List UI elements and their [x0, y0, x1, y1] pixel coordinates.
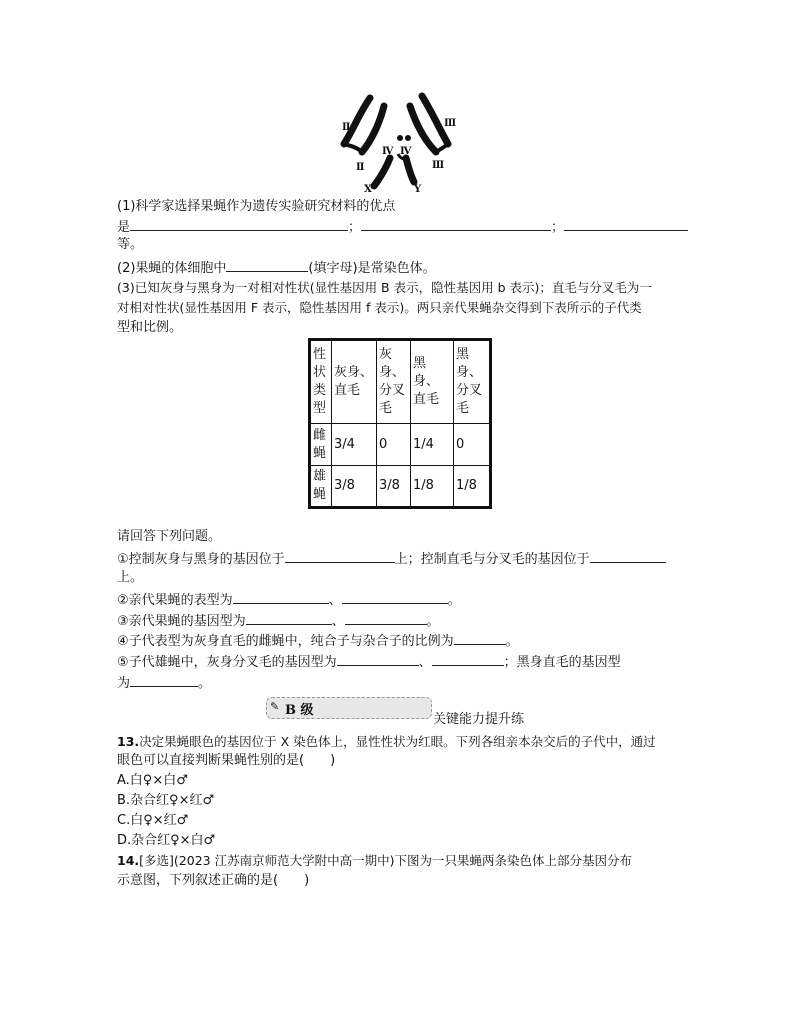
s5-after: ；黑身直毛的基因型 [503, 655, 621, 670]
option-b-text: B.杂合红♀×红♂ [117, 793, 215, 808]
q3-text-2: 对相对性状(显性基因用 F 表示，隐性基因用 f 表示)。两只亲代果蝇杂交得到下表所示的子代类 [117, 300, 642, 315]
label-ii-left: Ⅱ [342, 122, 351, 133]
table-cell: 1/8 [454, 466, 491, 508]
table-cell: 1/4 [411, 424, 454, 466]
table-cell: 3/4 [332, 424, 377, 466]
option-a-text: A.白♀×白♂ [117, 773, 188, 788]
q1-line3 [117, 236, 143, 254]
q13-stem-1: 决定果蝇眼色的基因位于 X 染色体上，显性性状为红眼。下列各组亲本杂交后的子代中，通过 [139, 734, 656, 749]
trait-table [308, 338, 492, 509]
q1-sep1: ； [348, 220, 362, 235]
q13-option-d[interactable] [117, 832, 215, 850]
s2-text: ②亲代果蝇的表型为 [117, 593, 233, 608]
option-c-text: C.白♀×红♂ [117, 813, 189, 828]
s2-blank-2[interactable] [342, 590, 448, 604]
s5-blank-2[interactable] [432, 652, 504, 666]
s1-mid: 上；控制直毛与分叉毛的基因位于 [394, 552, 590, 567]
q14-line2 [117, 872, 309, 890]
table-row-label: 雄蝇 [310, 466, 332, 508]
pencil-icon: ✎ [270, 700, 280, 713]
s1-blank-2[interactable] [590, 549, 666, 563]
table-header-cell: 性状类型 [310, 340, 332, 424]
chromosome-drawing [336, 92, 466, 196]
q2-before: (2)果蝇的体细胞中 [117, 261, 227, 276]
q1-sep2: ； [551, 220, 565, 235]
s5-blank-1[interactable] [337, 652, 419, 666]
s3-text: ③亲代果蝇的基因型为 [117, 614, 246, 629]
table-cell: 0 [454, 424, 491, 466]
label-x: X [364, 184, 372, 195]
s4-blank[interactable] [454, 631, 506, 645]
q1-prefix: 是 [117, 220, 131, 235]
option-d-text: D.杂合红♀×白♂ [117, 833, 216, 848]
subq-5-line2 [117, 673, 211, 693]
q3-line2 [117, 299, 642, 317]
s3-sep: 、 [331, 614, 345, 629]
s5-text: ⑤子代雄蝇中，灰身分叉毛的基因型为 [117, 655, 337, 670]
label-y: Y [414, 184, 422, 195]
q1-blank-3[interactable] [564, 217, 688, 231]
q14-number: 14. [117, 853, 140, 868]
table-row-label: 雌蝇 [310, 424, 332, 466]
section-level-box [266, 697, 432, 719]
s2-blank-1[interactable] [233, 590, 329, 604]
q3-line1 [117, 279, 652, 297]
s5-end: 。 [198, 676, 212, 691]
chromosome-figure [336, 92, 466, 196]
q1-suffix: 等。 [117, 237, 144, 252]
table-header-cell: 灰身、直毛 [332, 340, 377, 424]
s1-before: ①控制灰身与黑身的基因位于 [117, 552, 285, 567]
q13-line1 [117, 733, 656, 751]
table-header-row [310, 340, 491, 424]
q2-after: (填字母)是常染色体。 [308, 261, 436, 276]
q1-line2 [117, 217, 688, 237]
table-header-cell: 黑身、分叉毛 [454, 340, 491, 424]
s4-text: ④子代表型为灰身直毛的雌蝇中，纯合子与杂合子的比例为 [117, 634, 454, 649]
s1-end: 上。 [117, 570, 144, 585]
q2-line [117, 258, 436, 278]
q13-option-a[interactable] [117, 772, 188, 790]
q1-blank-2[interactable] [361, 217, 551, 231]
instructions-text: 请回答下列问题。 [117, 529, 222, 544]
table-row [310, 466, 491, 508]
s1-blank-1[interactable] [285, 549, 395, 563]
q3-line3 [117, 319, 182, 337]
q1-text: (1)科学家选择果蝇作为遗传实验研究材料的优点 [117, 199, 396, 214]
q14-stem-1: [多选](2023 江苏南京师范大学附中高一期中)下图为一只果蝇两条染色体上部分基因分布 [139, 853, 632, 868]
q13-option-b[interactable] [117, 792, 214, 810]
q13-option-c[interactable] [117, 812, 188, 830]
q2-blank[interactable] [226, 258, 308, 272]
table-cell: 3/8 [332, 466, 377, 508]
s5-sep: 、 [418, 655, 432, 670]
q1-blank-1[interactable] [130, 217, 348, 231]
table-header-cell: 灰身、分叉毛 [377, 340, 411, 424]
s2-sep: 、 [328, 593, 342, 608]
section-level: B 级 [285, 703, 314, 718]
label-iv-right: Ⅳ [400, 146, 412, 157]
s3-blank-1[interactable] [246, 611, 332, 625]
q13-line2 [117, 752, 335, 770]
table-cell: 3/8 [377, 466, 411, 508]
s3-end: 。 [426, 614, 440, 629]
q13-stem-2: 眼色可以直接判断果蝇性别的是( ) [117, 753, 336, 768]
table-cell: 0 [377, 424, 411, 466]
label-ii-bottom: Ⅱ [356, 162, 365, 173]
s5-blank-3[interactable] [130, 673, 198, 687]
instructions [117, 528, 221, 546]
label-iii-right: Ⅲ [444, 118, 457, 129]
table-cell: 1/8 [411, 466, 454, 508]
table-row [310, 424, 491, 466]
q14-stem-2: 示意图，下列叙述正确的是( ) [117, 873, 310, 888]
subq-4 [117, 631, 519, 651]
s3-blank-2[interactable] [345, 611, 427, 625]
q3-text-3: 型和比例。 [117, 320, 183, 335]
subq-1 [117, 549, 666, 569]
q1-line1 [117, 198, 395, 216]
subq-3 [117, 611, 440, 631]
q13-number: 13. [117, 734, 140, 749]
subq-1-end [117, 569, 143, 587]
q14-line1 [117, 852, 632, 870]
label-iii-bottom: Ⅲ [432, 160, 445, 171]
q3-text-1: (3)已知灰身与黑身为一对相对性状(显性基因用 B 表示，隐性基因用 b 表示)；直毛与分叉毛为一 [117, 280, 652, 295]
subq-2 [117, 590, 461, 610]
s5-line2: 为 [117, 676, 131, 691]
s2-end: 。 [447, 593, 461, 608]
table-header-cell: 黑身、直毛 [411, 340, 454, 424]
label-iv-left: Ⅳ [382, 146, 394, 157]
subq-5 [117, 652, 621, 672]
section-title: 关键能力提升练 [433, 712, 525, 727]
s4-end: 。 [505, 634, 519, 649]
